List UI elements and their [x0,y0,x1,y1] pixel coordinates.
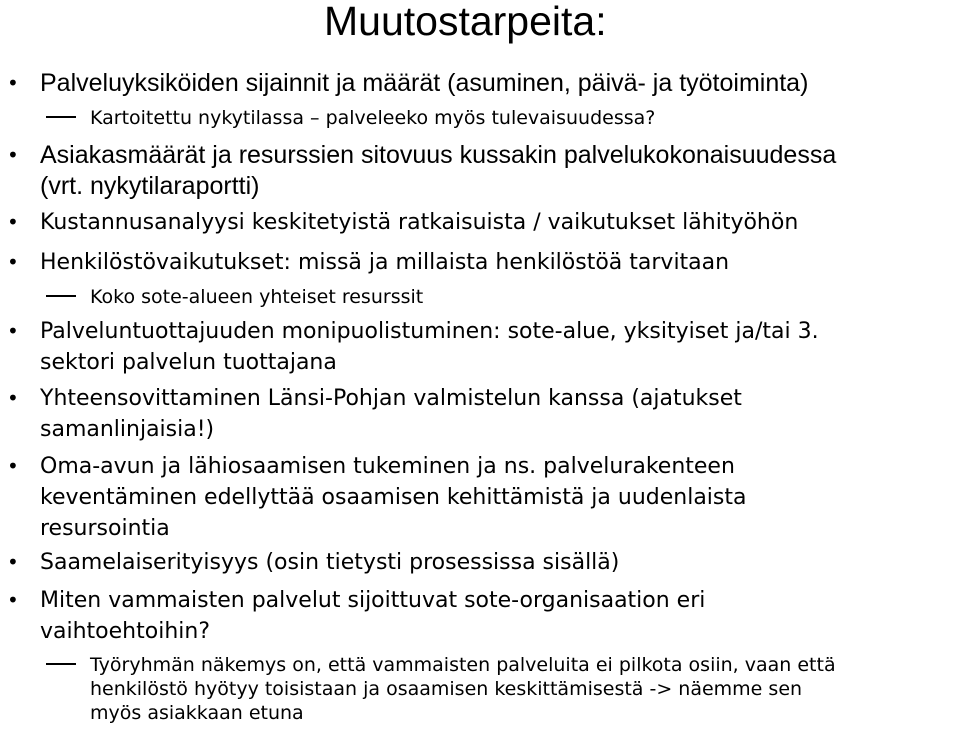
sub-bullet-item [90,106,960,130]
bullet-item [7,68,950,99]
bullet-text: samanlinjaisia!) [40,417,215,442]
bullet-text: vaihtoehtoihin? [40,619,210,644]
bullet-item [7,451,950,544]
bullet-text: Palveluyksiköiden sijainnit ja määrät (asuminen, päivä- ja työtoiminta) [40,69,809,97]
bullet-text: Yhteensovittaminen Länsi-Pohjan valmistelun kanssa (ajatukset [40,386,742,411]
bullet-text: Miten vammaisten palvelut sijoittuvat sote-organisaation eri [40,588,706,613]
bullet-item [7,316,950,378]
bullet-item [7,383,950,445]
bullet-dot-icon: • [7,71,19,95]
bullet-text: keventäminen edellyttää osaamisen kehittämistä ja uudenlaista [40,485,747,510]
bullet-text: Kustannusanalyysi keskitetyistä ratkaisuista / vaikutukset lähityöhön [40,210,799,235]
bullet-text: Oma-avun ja lähiosaamisen tukeminen ja ns. palvelurakenteen [40,454,735,479]
sub-bullet-item [90,653,960,725]
bullet-text: Henkilöstövaikutukset: missä ja millaista henkilöstöä tarvitaan [40,250,730,275]
bullet-dot-icon: • [7,454,19,478]
bullet-item [7,585,950,647]
bullet-text: (vrt. nykytilaraportti) [40,172,260,200]
bullet-dot-icon: • [7,210,19,234]
bullet-item [7,207,950,238]
bullet-text: Saamelaiserityisyys (osin tietysti prosessissa sisällä) [40,550,620,575]
bullet-dot-icon: • [7,250,19,274]
bullet-text: sektori palvelun tuottajana [40,350,337,375]
bullet-dot-icon: • [7,550,19,574]
bullet-item [7,140,950,202]
bullet-item [7,547,950,578]
sub-bullet-item [90,285,960,309]
sub-bullet-text: myös asiakkaan etuna [90,702,304,724]
slide-title: Muutostarpeita: [324,0,607,44]
dash-icon [46,653,76,677]
bullet-text: Palveluntuottajuuden monipuolistuminen: sote-alue, yksityiset ja/tai 3. [40,319,819,344]
sub-bullet-text: henkilöstö hyötyy toisistaan ja osaamisen keskittämisestä -> näemme sen [90,678,803,700]
bullet-text: Asiakasmäärät ja resurssien sitovuus kussakin palvelukokonaisuudessa [40,141,837,169]
bullet-text: resursointia [40,516,170,541]
sub-bullet-text: Kartoitettu nykytilassa – palveleeko myös tulevaisuudessa? [90,107,656,129]
bullet-dot-icon: • [7,386,19,410]
bullet-item [7,247,950,278]
dash-icon [46,106,76,130]
dash-icon [46,285,76,309]
bullet-dot-icon: • [7,588,19,612]
sub-bullet-text: Työryhmän näkemys on, että vammaisten palveluita ei pilkota osiin, vaan että [90,654,836,676]
sub-bullet-text: Koko sote-alueen yhteiset resurssit [90,286,424,308]
bullet-dot-icon: • [7,319,19,343]
bullet-dot-icon: • [7,143,19,167]
